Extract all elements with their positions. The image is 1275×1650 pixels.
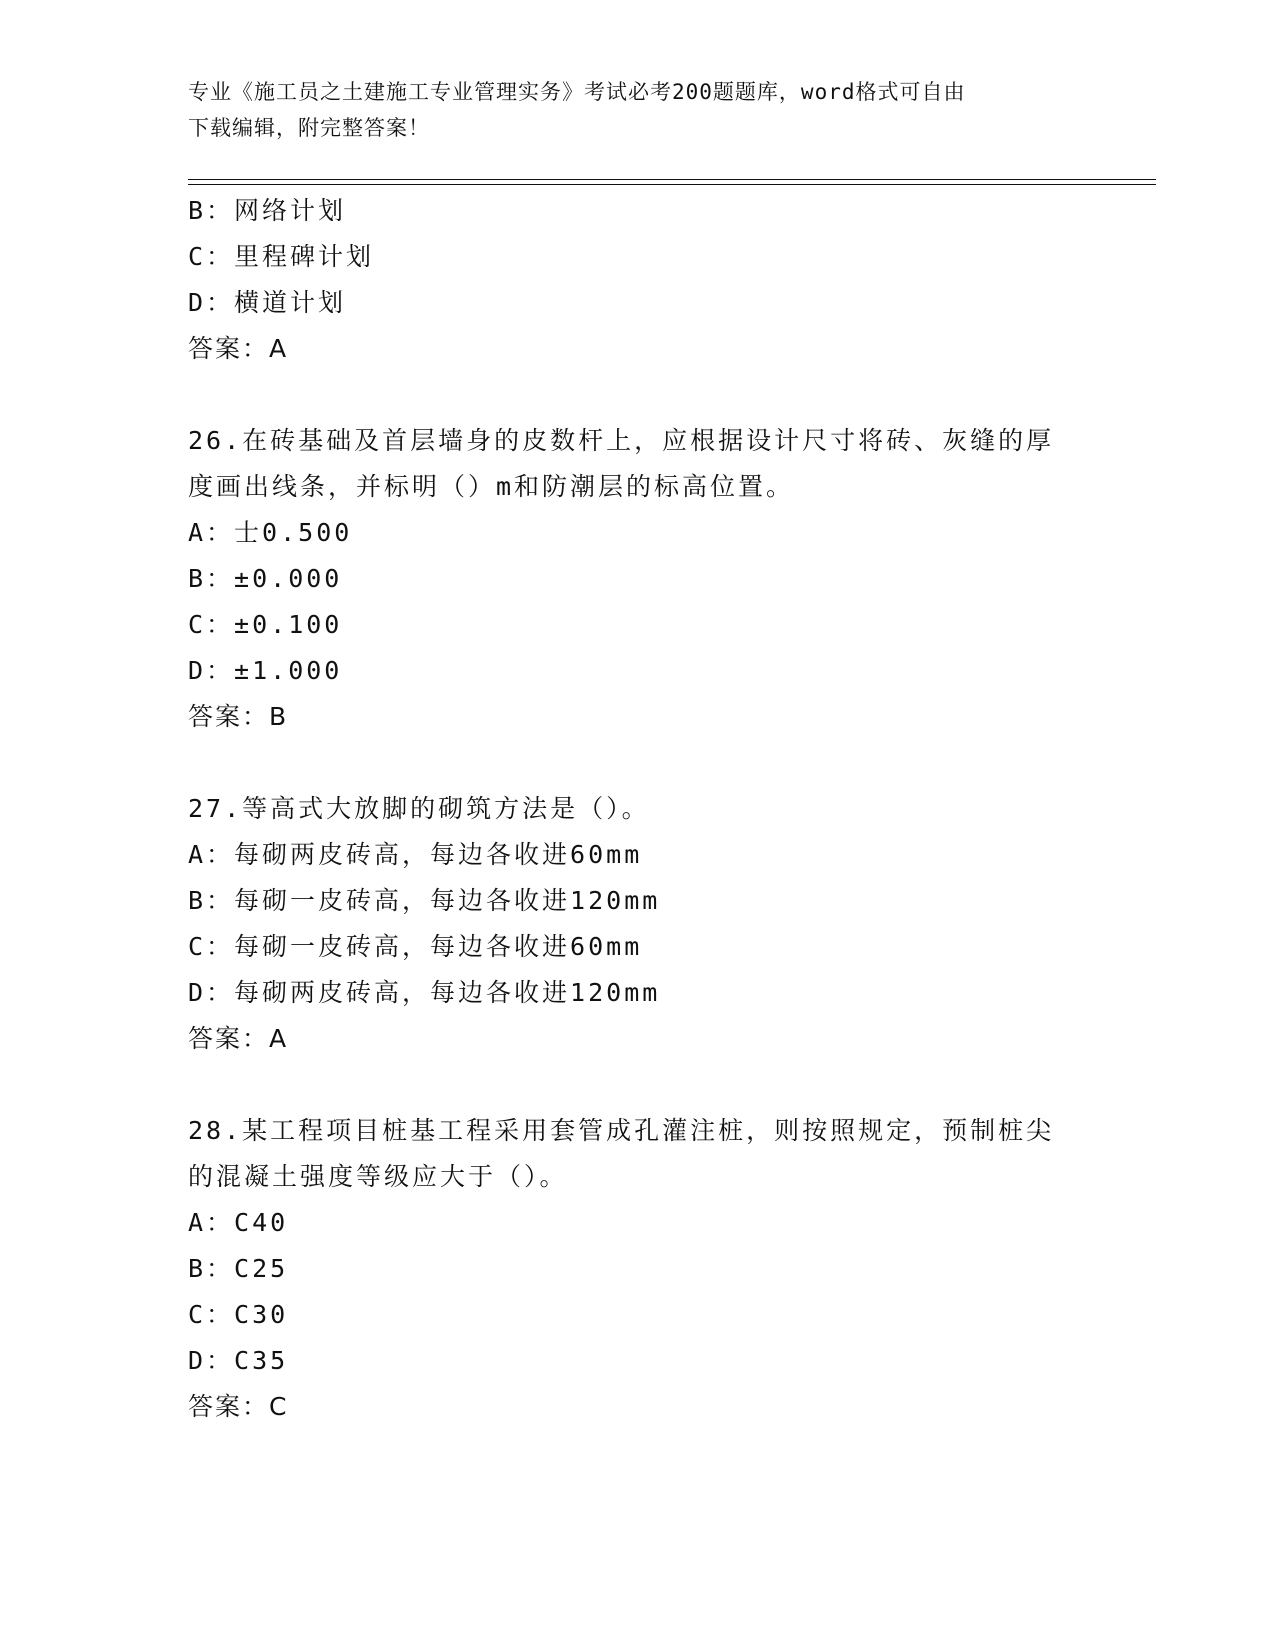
question-stem-line-1: 26.在砖基础及首层墙身的皮数杆上，应根据设计尺寸将砖、灰缝的厚 <box>188 426 1055 455</box>
option-d: D：每砌两皮砖高，每边各收进120mm <box>188 978 661 1007</box>
option-c: C：里程碑计划 <box>188 242 375 271</box>
option-b: B：C25 <box>188 1254 289 1283</box>
option-a: A：C40 <box>188 1208 289 1237</box>
spacer <box>188 372 1088 418</box>
document-header <box>188 74 1088 146</box>
answer: 答案：A <box>188 334 289 363</box>
question-28 <box>188 1108 1088 1430</box>
question-stem-line-2: 度画出线条，并标明（）m和防潮层的标高位置。 <box>188 472 795 501</box>
question-26 <box>188 418 1088 740</box>
option-c: C：C30 <box>188 1300 289 1329</box>
spacer <box>188 1062 1088 1108</box>
option-b: B：每砌一皮砖高，每边各收进120mm <box>188 886 661 915</box>
option-d: D：横道计划 <box>188 288 347 317</box>
option-d: D：C35 <box>188 1346 289 1375</box>
header-line-1: 专业《施工员之土建施工专业管理实务》考试必考200题题库，word格式可自由 <box>188 80 966 104</box>
spacer <box>188 740 1088 786</box>
question-27 <box>188 786 1088 1062</box>
answer: 答案：C <box>188 1392 289 1421</box>
header-line-2: 下载编辑，附完整答案！ <box>188 116 430 140</box>
option-a: A：士0.500 <box>188 518 353 547</box>
question-stem-line-1: 28.某工程项目桩基工程采用套管成孔灌注桩，则按照规定，预制桩尖 <box>188 1116 1055 1145</box>
question-25-continued <box>188 188 1088 372</box>
header-divider-bottom <box>188 184 1156 185</box>
option-b: B：±0.000 <box>188 564 343 593</box>
question-stem-line-1: 27.等高式大放脚的砌筑方法是（）。 <box>188 794 650 823</box>
header-divider-top <box>188 179 1156 180</box>
option-c: C：±0.100 <box>188 610 343 639</box>
option-b: B：网络计划 <box>188 196 347 225</box>
option-d: D：±1.000 <box>188 656 343 685</box>
document-body <box>188 188 1088 1430</box>
question-stem-line-2: 的混凝土强度等级应大于（）。 <box>188 1162 568 1191</box>
option-c: C：每砌一皮砖高，每边各收进60mm <box>188 932 643 961</box>
answer: 答案：B <box>188 702 289 731</box>
option-a: A：每砌两皮砖高，每边各收进60mm <box>188 840 643 869</box>
answer: 答案：A <box>188 1024 289 1053</box>
